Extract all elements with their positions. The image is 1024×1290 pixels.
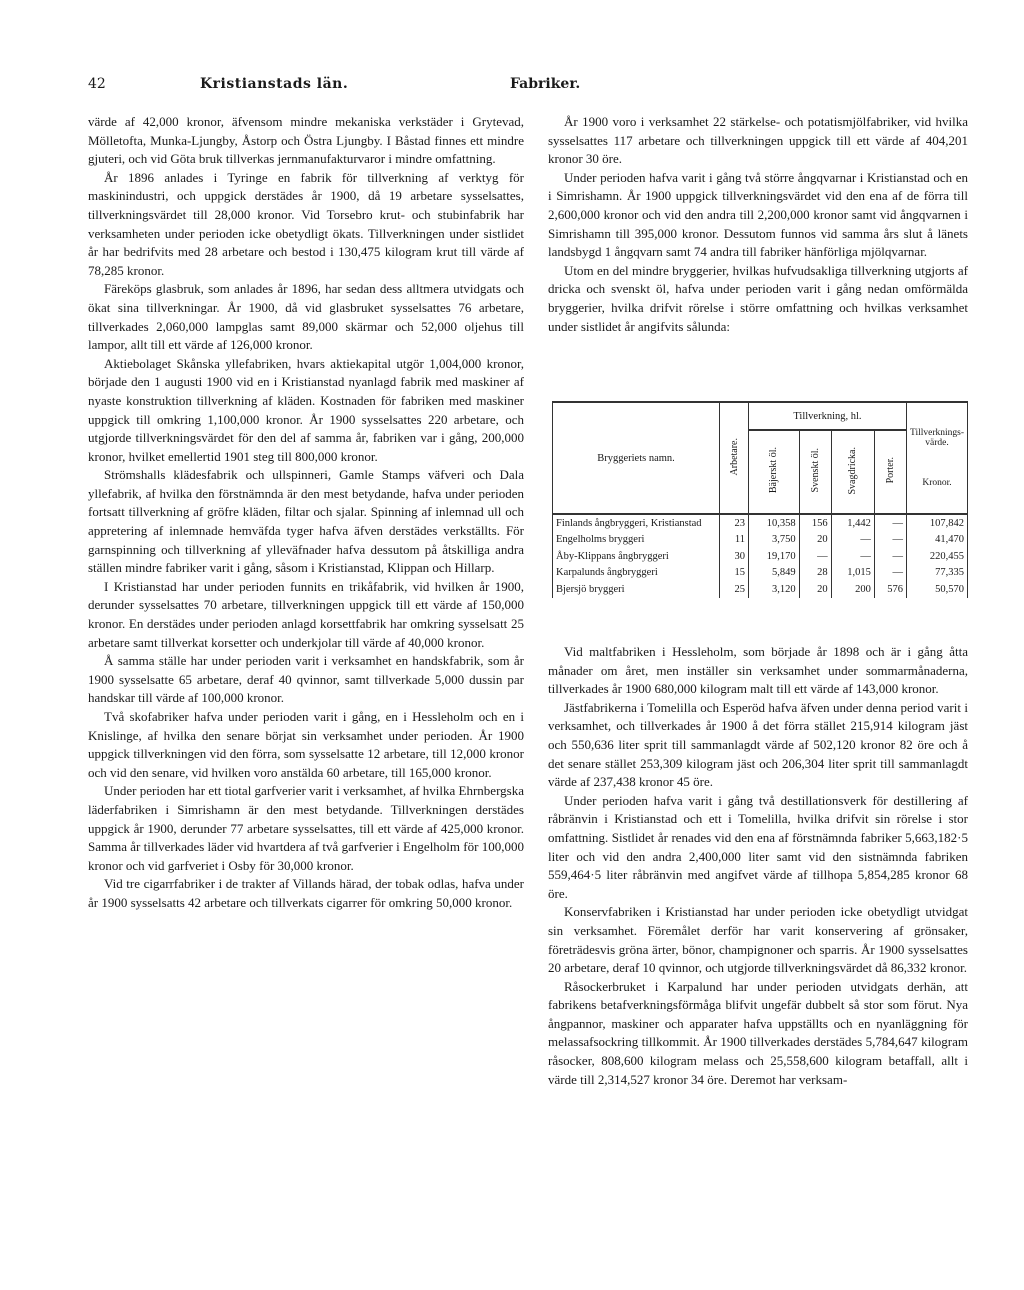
table-cell-porter: — — [874, 514, 906, 532]
table-cell-swedish: 28 — [799, 565, 831, 582]
table-cell-small-beer: 1,015 — [831, 565, 874, 582]
table-cell-value: 77,335 — [906, 565, 967, 582]
table-cell-name: Bjersjö bryggeri — [553, 581, 720, 598]
paragraph: värde af 42,000 kronor, äfvensom mindre mekaniska verkstäder i Grytevad, Mölletofta, Munka-Ljungby, Åstorp och Östra Ljungby. I Båstad finnes ett mindre gjuteri, och vid Göta bruk tillverkas jernmanufakturvaror i mindre omfattning. — [88, 114, 524, 167]
page-number: 42 — [88, 76, 106, 92]
brewery-table-body — [553, 514, 968, 598]
table-row — [553, 514, 968, 532]
porter-label: Porter. — [884, 457, 896, 484]
table-cell-swedish: 20 — [799, 581, 831, 598]
paragraph: Aktiebolaget Skånska yllefabriken, hvars aktiekapital utgör 1,004,000 kronor, började den 1 augusti 1900 vid en i Kristianstad nyanlagd fabrik med maskiner af nyaste konstruktion tillverkning af kläden. Kostnaden för fabriken med maskiner uppgick till omkring 1,100,000 kronor. År 1900 sysselsattes 220 arbetare, och utgjorde tillverkningsvärdet för den del af samma år, fabriken var i gång, 200,000 kronor, hvilket emellertid 1901 steg till 800,000 kronor. — [88, 355, 524, 464]
table-cell-small-beer: 200 — [831, 581, 874, 598]
col-header-swedish — [799, 430, 831, 514]
table-cell-swedish: 156 — [799, 514, 831, 532]
paragraph: Under perioden har ett tiotal garfverier varit i verksamhet, af hvilka Ehrnbergska läderfabriken i Simrishamn är den mest betydande. Tillverkningen derstädes uppgick år 1900, derunder 77 arbetare sysselsattes, till ett värde af 425,000 kronor. Samma år tillverkades läder vid hvartdera af två garfverier i Engelholm för 100,000 kronor och vid garfveriet i Osby för 30,000 kronor. — [88, 783, 524, 873]
table-cell-workers: 30 — [720, 548, 749, 565]
table-cell-value: 107,842 — [906, 514, 967, 532]
col-header-name: Bryggeriets namn. — [553, 402, 720, 514]
table-cell-bavarian: 19,170 — [749, 548, 800, 565]
section-title: Fabriker. — [510, 76, 581, 92]
table-cell-small-beer: 1,442 — [831, 514, 874, 532]
paragraph: Under perioden hafva varit i gång två större ångqvarnar i Kristianstad och en i Simrishamn. År 1900 uppgick tillverkningsvärdet vid den ena af de förra till 2,600,000 kronor och vid den andra till 2,200,000 kronor samt vid ångqvarnen i Simrishamn till 395,000 kronor. Dessutom funnos vid samma års slut å länets landsbygd 1 ångqvarn samt 74 andra till fabriker hänförliga mjölqvarnar. — [548, 169, 968, 260]
table-cell-workers: 23 — [720, 514, 749, 532]
paragraph: Vid tre cigarrfabriker i de trakter af Villands härad, der tobak odlas, hafva under år 1900 sysselsatts 42 arbetare och tillverkats cigarrer för omkring 50,000 kronor. — [88, 876, 524, 910]
paragraph: Strömshalls klädesfabrik och ullspinneri, Gamle Stamps väfveri och Dala yllefabrik, af hvilka den förstnämnda är den mest betydande, hafva under perioden fortsatt tillverkning af gröfre kläden, filtar och sjalar. Spinning af inlemnad ull och appretering af inlemnade hemväfda tyger hafva äfven derstädes verkställts. För garnspinning och tillverkning af ylleväfnader hafva dessutom på åtskilliga andra ställen mindre fabriker varit i gång, såsom i Kristianstad, Klippan och Hillarp. — [88, 467, 524, 576]
table-cell-value: 50,570 — [906, 581, 967, 598]
table-cell-bavarian: 5,849 — [749, 565, 800, 582]
paragraph: Vid maltfabriken i Hessleholm, som började år 1898 och är i gång åtta månader om året, men inställer sin verksamhet under sommarmånaderna, tillverkades år 1900 680,000 kilogram malt till ett värde af 143,000 kronor. — [548, 644, 968, 697]
table-cell-swedish: — — [799, 548, 831, 565]
workers-label: Arbetare. — [728, 437, 740, 476]
table-cell-small-beer: — — [831, 532, 874, 549]
table-cell-small-beer: — — [831, 548, 874, 565]
table-row — [553, 548, 968, 565]
table-cell-name: Karpalunds ångbryggeri — [553, 565, 720, 582]
right-column-bottom — [548, 643, 968, 1089]
col-header-workers — [720, 402, 749, 514]
col-header-porter — [874, 430, 906, 514]
table-cell-value: 41,470 — [906, 532, 967, 549]
col-header-production: Tillverkning, hl. — [749, 402, 907, 430]
table-cell-workers: 15 — [720, 565, 749, 582]
paragraph: År 1900 voro i verksamhet 22 stärkelse- och potatismjölfabriker, vid hvilka sysselsattes 117 arbetare och tillverkningen uppgick till ett värde af 404,201 kronor 30 öre. — [548, 114, 968, 167]
paragraph: Jästfabrikerna i Tomelilla och Esperöd hafva äfven under denna period varit i verksamhet, och tillverkades år 1900 å det förra stället 215,914 kilogram jäst och 550,636 liter sprit till sammanlagdt värde af 502,120 kronor 82 öre och å det senare stället 253,309 kilogram jäst och 206,304 liter sprit till sammanlagdt värde af 237,438 kronor 45 öre. — [548, 699, 968, 790]
brewery-table — [552, 401, 968, 623]
right-column-top — [548, 113, 968, 336]
table-cell-name: Engelholms bryggeri — [553, 532, 720, 549]
table-cell-workers: 25 — [720, 581, 749, 598]
paragraph: Två skofabriker hafva under perioden varit i gång, en i Hessleholm och en i Knislinge, af hvilka den senare börjat sin verksamhet under perioden. År 1900 uppgick tillverkningen vid den förra, som sysselsatte 12 arbetare, till 12,000 kronor och vid den senare, vid hvilken voro anstälda 60 arbetare, till 165,000 kronor. — [88, 709, 524, 780]
paragraph: Färeköps glasbruk, som anlades år 1896, har sedan dess alltmera utvidgats och ökat sina tillverkningar. År 1900, då vid glasbruket sysselsattes 76 arbetare, tillverkades 2,060,000 lampglas samt 89,000 skärmar och 52,000 oljehus till lampor, allt till ett värde af 126,000 kronor. — [88, 281, 524, 353]
table-cell-value: 220,455 — [906, 548, 967, 565]
paragraph: År 1896 anlades i Tyringe en fabrik för tillverkning af verktyg för maskinindustri, och uppgick derstädes år 1900, då 19 arbetare sysselsattes, tillverkningsvärdet till 28,000 kronor. Vid Torsebro krut- och stubinfabrik har verksamheten under perioden icke obetydligt ökats. Tillverkningen under sistlidet år har bedrifvits med 28 arbetare och bestod i 130,475 kilogram krut till värde af 78,285 kronor. — [88, 169, 524, 278]
paragraph: Å samma ställe har under perioden varit i verksamhet en handskfabrik, som år 1900 sysselsatte 65 arbetare, deraf 40 qvinnor, samt tillverkade 5,000 dussin par handskar till värde af 100,000 kronor. — [88, 653, 524, 706]
paragraph: Under perioden hafva varit i gång två destillationsverk för destillering af råbränvin i Kristianstad och ett i Tomelilla, hvilka drifvit sin rörelse i stor omfattning. Sistlidet år renades vid den ena af förstnämnda fabriker 5,663,182·5 liter och vid den andra 2,400,000 liter samt vid den sistnämnda fabriken 559,464·5 liter råbränvin med angifvet värde af tillhopa 5,854,285 kronor 68 öre. — [548, 792, 968, 901]
table-cell-swedish: 20 — [799, 532, 831, 549]
value-label: Tillverknings-värde. — [909, 428, 964, 448]
table-cell-porter: — — [874, 532, 906, 549]
paragraph: Utom en del mindre bryggerier, hvilkas hufvudsakliga tillverkning utgjorts af dricka och svenskt öl, hafva under perioden varit i gång nedan omförmälda bryggerier, hvilka drifvit rörelse i större omfattning och hvilkas verksamhet under sistlidet år angifvits sålunda: — [548, 262, 968, 334]
small-beer-label: Svagdricka. — [847, 446, 859, 495]
table-cell-bavarian: 3,120 — [749, 581, 800, 598]
table-row — [553, 565, 968, 582]
running-title: Kristianstads län. — [200, 76, 349, 92]
bavarian-label: Bäjerskt öl. — [768, 447, 780, 494]
table-cell-bavarian: 10,358 — [749, 514, 800, 532]
value-unit: Kronor. — [922, 478, 952, 488]
col-header-bavarian — [749, 430, 800, 514]
table-cell-porter: — — [874, 548, 906, 565]
col-header-small-beer — [831, 430, 874, 514]
col-header-value — [906, 402, 967, 514]
table-row — [553, 532, 968, 549]
table-row — [553, 581, 968, 598]
table-cell-porter: — — [874, 565, 906, 582]
table-cell-name: Finlands ångbryggeri, Kristianstad — [553, 514, 720, 532]
table-cell-workers: 11 — [720, 532, 749, 549]
paragraph: Råsockerbruket i Karpalund har under perioden utvidgats derhän, att fabrikens betafverkningsförmåga blifvit ungefär dubbelt så stor som förut. Nya ångpannor, maskiner och apparater hafva uppställts och en nyanläggning för melassafsockring tillkommit. År 1900 tillverkades derstädes 5,784,647 kilogram råsocker, 808,600 kilogram melass och 25,558,600 kilogram betaffall, allt i värde till 2,314,527 kronor 34 öre. Deremot har verksam- — [548, 978, 968, 1087]
table-cell-bavarian: 3,750 — [749, 532, 800, 549]
table-cell-porter: 576 — [874, 581, 906, 598]
paragraph: I Kristianstad har under perioden funnits en trikåfabrik, vid hvilken år 1900, derunder sysselsattes 70 arbetare, tillverkningen uppgick till ett värde af 150,000 kronor. En derstädes under perioden anlagd korsettfabrik har omkring sysselsatt 25 arbetare samt tillverkat korsetter och underkjolar till värde af 40,000 kronor. — [88, 578, 524, 650]
running-header — [88, 76, 968, 100]
left-column — [88, 113, 524, 913]
swedish-label: Svenskt öl. — [809, 448, 821, 493]
paragraph: Konservfabriken i Kristianstad har under perioden icke obetydligt utvidgat sin verksamhet. Föremålet derför har varit konservering af grönsaker, företrädesvis gröna ärter, bönor, champignoner och sparris. År 1900 sysselsattes 20 arbetare, deraf 10 qvinnor, och utgjorde tillverkningsvärdet då 86,332 kronor. — [548, 904, 968, 976]
table-cell-name: Åby-Klippans ångbryggeri — [553, 548, 720, 565]
